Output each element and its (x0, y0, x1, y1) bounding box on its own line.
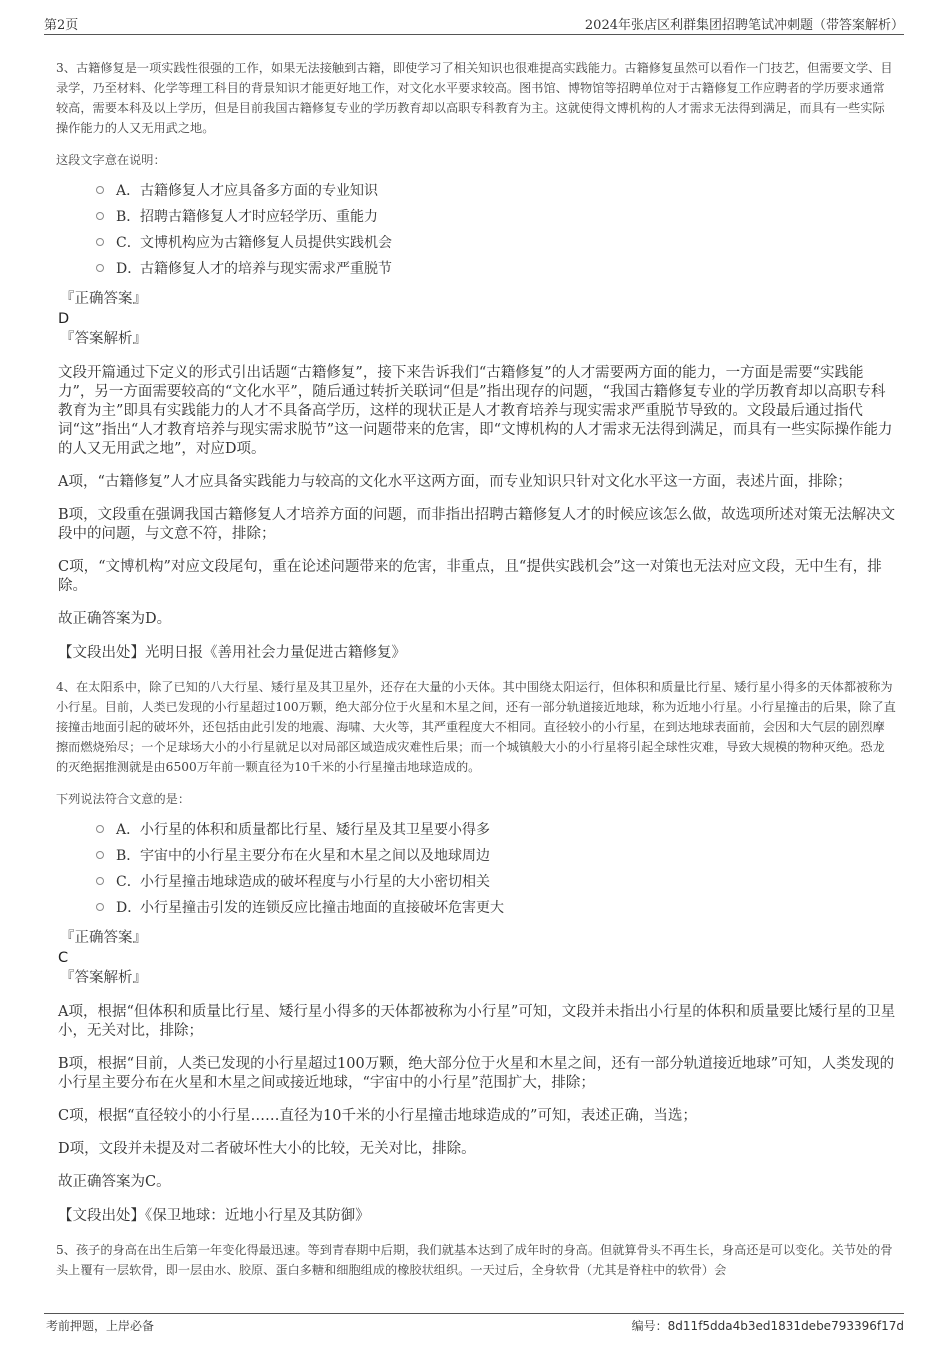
radio-icon[interactable] (96, 877, 104, 885)
analysis-paragraph: D项，文段并未提及对二者破坏性大小的比较，无关对比，排除。 (58, 1141, 476, 1157)
question-prompt: 这段文字意在说明： (56, 153, 166, 167)
radio-icon[interactable] (96, 238, 104, 246)
analysis-conclusion: 故正确答案为C。 (58, 1174, 171, 1190)
passage-source: 【文段出处】《保卫地球：近地小行星及其防御》 (58, 1208, 370, 1224)
question-text: 3、古籍修复是一项实践性很强的工作，如果无法接触到古籍，即使学习了相关知识也很难提高实践能力。古籍修复虽然可以看作一门技艺，但需要文学、目录学，乃至材料、化学等理工科目的背景知识才能更好地工作，对文化水平要求较高。图书馆、博物馆等招聘单位对于古籍修复工作应聘者的学历要求通常较高，需要本科及以上学历，但是目前我国古籍修复专业的学历教育却以高职专科教育为主。这就使得文博机构的人才需求无法得到满足，而具有一些实际操作能力的人又无用武之地。 (56, 61, 893, 135)
analysis-label: 『答案解析』 (60, 970, 147, 986)
question-3 (56, 58, 896, 663)
question-text: 4、在太阳系中，除了已知的八大行星、矮行星及其卫星外，还存在大量的小天体。其中围绕太阳运行，但体积和质量比行星、矮行星小得多的天体都被称为小行星。目前，人类已发现的小行星超过100万颗，绝大部分位于火星和木星之间，还有一部分轨道接近地球，称为近地小行星。小行星撞击的后果，除了直接撞击地面引起的破坏外，还包括由此引发的地震、海啸、大火等，其严重程度大不相同。直径较小的小行星，在到达地球表面前，会因和大气层的剧烈摩擦而燃烧殆尽；一个足球场大小的小行星就足以对局部区域造成灾难性后果；而一个城镇般大小的小行星将引起全球性灾难，导致大规模的物种灭绝。恐龙的灭绝据推测就是由6500万年前一颗直径为10千米的小行星撞击地球造成的。 (56, 680, 896, 774)
radio-icon[interactable] (96, 212, 104, 220)
option-b[interactable]: B．宇宙中的小行星主要分布在火星和木星之间以及地球周边 (56, 843, 896, 869)
page-footer (44, 1313, 904, 1334)
correct-answer: D (58, 311, 70, 327)
option-c[interactable]: C．文博机构应为古籍修复人员提供实践机会 (56, 230, 896, 256)
analysis-paragraph: B项，文段重在强调我国古籍修复人才培养方面的问题，而非指出招聘古籍修复人才的时候应该怎么做，故选项所述对策无法解决文段中的问题，与文意不符，排除； (58, 507, 896, 542)
radio-icon[interactable] (96, 903, 104, 911)
question-prompt: 下列说法符合文意的是： (56, 792, 191, 806)
analysis-conclusion: 故正确答案为D。 (58, 611, 172, 627)
document-code: 编号：8d11f5dda4b3ed1831debe793396f17d (631, 1319, 904, 1333)
radio-icon[interactable] (96, 264, 104, 272)
analysis-paragraph: B项，根据“目前，人类已发现的小行星超过100万颗，绝大部分位于火星和木星之间，还有一部分轨道接近地球”可知，人类发现的小行星主要分布在火星和木星之间或接近地球，“宇宙中的小行星”范围扩大，排除； (58, 1056, 895, 1091)
analysis-paragraph: A项，“古籍修复”人才应具备实践能力与较高的文化水平这两方面，而专业知识只针对文化水平这一方面，表述片面，排除； (58, 474, 852, 490)
page-number: 第2页 (44, 18, 79, 33)
option-d[interactable]: D．小行星撞击引发的连锁反应比撞击地面的直接破坏危害更大 (56, 895, 896, 921)
analysis-paragraph: C项，“文博机构”对应文段尾句，重在论述问题带来的危害，非重点，且“提供实践机会”这一对策也无法对应文段，无中生有，排除。 (58, 559, 882, 594)
question-4 (56, 677, 896, 1226)
footer-slogan: 考前押题，上岸必备 (46, 1319, 155, 1333)
radio-icon[interactable] (96, 186, 104, 194)
analysis-paragraph: A项，根据“但体积和质量比行星、矮行星小得多的天体都被称为小行星”可知，文段并未指出小行星的体积和质量要比矮行星的卫星小，无关对比，排除； (58, 1004, 896, 1039)
option-d[interactable]: D．古籍修复人才的培养与现实需求严重脱节 (56, 256, 896, 282)
analysis-label: 『答案解析』 (60, 331, 147, 347)
radio-icon[interactable] (96, 825, 104, 833)
document-title: 2024年张店区利群集团招聘笔试冲刺题（带答案解析） (584, 18, 904, 33)
option-a[interactable]: A．古籍修复人才应具备多方面的专业知识 (56, 178, 896, 204)
question-5 (56, 1240, 896, 1280)
option-c[interactable]: C．小行星撞击地球造成的破坏程度与小行星的大小密切相关 (56, 869, 896, 895)
answer-label: 『正确答案』 (60, 930, 147, 946)
option-list (56, 817, 896, 921)
option-b[interactable]: B．招聘古籍修复人才时应轻学历、重能力 (56, 204, 896, 230)
analysis-paragraph: 文段开篇通过下定义的形式引出话题“古籍修复”，接下来告诉我们“古籍修复”的人才需要两方面的能力，一方面是需要“实践能力”，另一方面需要较高的“文化水平”，随后通过转折关联词“但是”指出现存的问题，“我国古籍修复专业的学历教育却以高职专科教育为主”即具有实践能力的人才不具备高学历，这样的现状正是人才教育培养与现实需求严重脱节导致的。文段最后通过指代词“这”指出“人才教育培养与现实需求脱节”这一问题带来的危害，即“文博机构的人才需求无法得到满足，而具有一些实际操作能力的人又无用武之地”，对应D项。 (58, 365, 893, 457)
passage-source: 【文段出处】光明日报《善用社会力量促进古籍修复》 (58, 645, 406, 661)
option-list (56, 178, 896, 282)
analysis-paragraph: C项，根据“直径较小的小行星……直径为10千米的小行星撞击地球造成的”可知，表述正确，当选； (58, 1108, 697, 1124)
radio-icon[interactable] (96, 851, 104, 859)
document-body (56, 58, 896, 1292)
answer-label: 『正确答案』 (60, 291, 147, 307)
correct-answer: C (58, 950, 69, 966)
question-text: 5、孩子的身高在出生后第一年变化得最迅速。等到青春期中后期，我们就基本达到了成年时的身高。但就算骨头不再生长，身高还是可以变化。关节处的骨头上覆有一层软骨，即一层由水、胶原、蛋白多糖和细胞组成的橡胶状组织。一天过后，全身软骨（尤其是脊柱中的软骨）会 (56, 1243, 893, 1277)
page-header (44, 14, 904, 35)
option-a[interactable]: A．小行星的体积和质量都比行星、矮行星及其卫星要小得多 (56, 817, 896, 843)
